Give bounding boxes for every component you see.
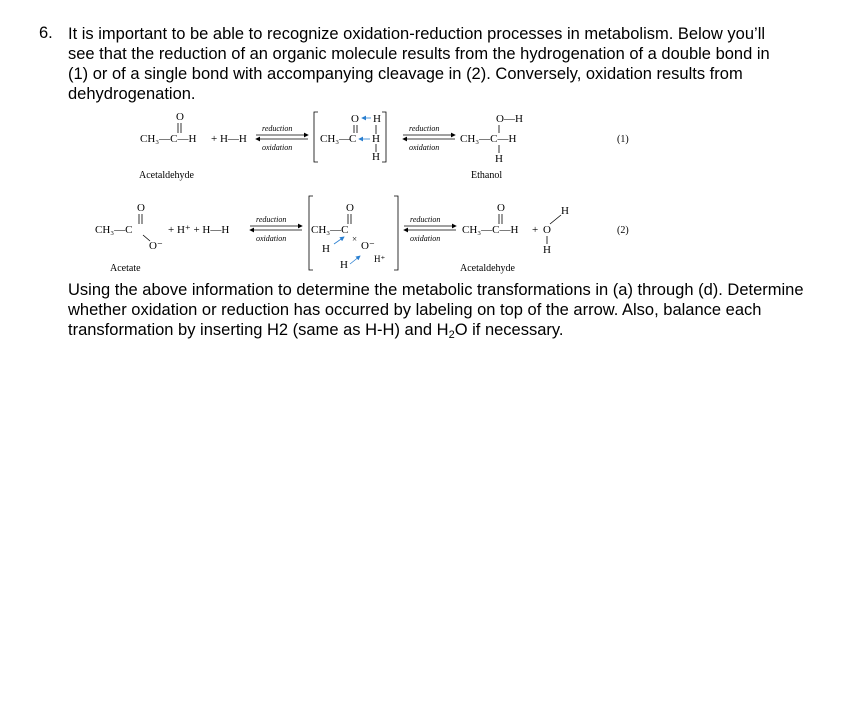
r2-oxidation-label-2: oxidation <box>410 234 441 243</box>
reaction-scheme <box>0 104 850 294</box>
r2-int-h-bottom: H <box>340 259 348 271</box>
r2-reactant-name: Acetate <box>110 263 141 274</box>
r1-reactant-name: Acetaldehyde <box>139 170 194 181</box>
r1-int-h-right: H <box>372 133 380 145</box>
r1-acetaldehyde-formula: CH₃—C—H <box>140 133 197 145</box>
r2-number: (2) <box>617 225 629 236</box>
r2-acetate-formula: CH₃—C <box>95 224 133 236</box>
r1-oxidation-label-1: oxidation <box>262 143 293 152</box>
r1-ethanol-formula: CH₃—C—H <box>460 133 517 145</box>
r2-reduction-label-1: reduction <box>256 215 287 224</box>
r2-acetate-o-minus: O⁻ <box>149 240 163 252</box>
r2-acetate-o: O <box>137 202 145 214</box>
r1-product-name: Ethanol <box>471 170 503 181</box>
r1-number: (1) <box>617 134 629 145</box>
question-number: 6. <box>39 24 53 42</box>
r2-product-o: O <box>497 202 505 214</box>
r2-reagent: + H⁺ + H—H <box>168 224 230 236</box>
r1-reagent: + H—H <box>211 133 247 145</box>
instructions-subscript: 2 <box>448 329 455 341</box>
r2-water-h-top: H <box>561 205 569 217</box>
r1-int-h-top: H <box>373 113 381 125</box>
r1-ethanol-oh: O—H <box>496 113 523 125</box>
r2-oxidation-label-1: oxidation <box>256 234 287 243</box>
r1-reduction-label-1: reduction <box>262 124 293 133</box>
question-instructions <box>68 280 808 340</box>
r1-reduction-label-2: reduction <box>409 124 440 133</box>
r2-water-h-bottom: H <box>543 244 551 256</box>
r1-carbonyl-o: O <box>176 111 184 123</box>
instructions-text-2: O if necessary. <box>454 321 564 339</box>
r2-int-h-left: H <box>322 243 330 255</box>
r1-int-h-bottom: H <box>372 151 380 163</box>
r1-int-ch3: CH₃— <box>320 133 351 145</box>
r2-product-name: Acetaldehyde <box>460 263 515 274</box>
question-intro: It is important to be able to recognize oxidation-reduction processes in metabolism. Below you’ll see that the reduction of an organic molecule results from the hydrogenation of a double bond in (1) or of a single bond with accompanying cleavage in (2). Conversely, oxidation results from dehydrogenation. <box>68 25 770 103</box>
reaction-1 <box>139 111 629 181</box>
reaction-2 <box>95 196 629 274</box>
r2-water-o: O <box>543 224 551 236</box>
r1-int-o: O <box>351 113 359 125</box>
r1-oxidation-label-2: oxidation <box>409 143 440 152</box>
r2-int-o: O <box>346 202 354 214</box>
r2-int-formula: CH₃—C <box>311 224 349 236</box>
r2-int-h-plus: H⁺ <box>374 254 386 264</box>
r2-int-o-minus: O⁻ <box>361 240 375 252</box>
instructions-text-1: Using the above information to determine the metabolic transformations in (a) through (d). Determine whether oxidation or reduction has occurred by labeling on top of the arrow. Also, balance each transformation by inserting H2 (same as H-H) and H <box>68 281 804 339</box>
r2-product-formula: CH₃—C—H <box>462 224 519 236</box>
r2-int-cleave-mark: × <box>352 234 358 244</box>
r1-int-c: C <box>349 133 357 145</box>
r2-product-plus: + <box>532 224 539 236</box>
scheme-svg <box>0 104 850 294</box>
r2-reduction-label-2: reduction <box>410 215 441 224</box>
r1-ethanol-h: H <box>495 153 503 165</box>
